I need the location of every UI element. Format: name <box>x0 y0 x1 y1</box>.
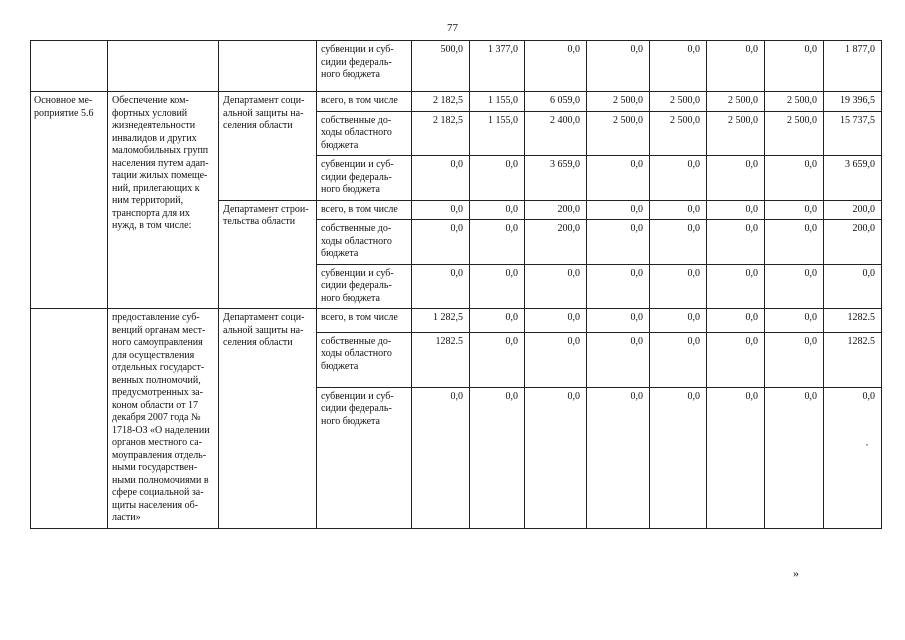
value-cell: 2 500,0 <box>650 92 707 112</box>
value-cell: 0,0 <box>412 200 470 220</box>
value-cell: 0,0 <box>707 332 765 387</box>
value-cell: 0,0 <box>412 264 470 309</box>
value-cell: 2 500,0 <box>707 111 765 156</box>
event-cell <box>31 41 108 92</box>
value-cell: 0,0 <box>765 264 824 309</box>
value-cell: 1 877,0 <box>824 41 882 92</box>
value-cell: 1 155,0 <box>470 111 525 156</box>
value-cell: 0,0 <box>824 387 882 528</box>
source-cell: собственные до-ходы областного бюджета <box>317 332 412 387</box>
value-cell: 0,0 <box>765 156 824 201</box>
value-cell: 0,0 <box>587 41 650 92</box>
value-cell: 1 377,0 <box>470 41 525 92</box>
value-cell: 0,0 <box>470 220 525 265</box>
value-cell: 0,0 <box>525 387 587 528</box>
value-cell: 0,0 <box>707 200 765 220</box>
value-cell: 0,0 <box>412 387 470 528</box>
value-cell: 0,0 <box>707 387 765 528</box>
event-cell: Основное ме-роприятие 5.6 <box>31 92 108 309</box>
value-cell: 0,0 <box>650 156 707 201</box>
source-cell: собственные до-ходы областного бюджета <box>317 111 412 156</box>
value-cell: 200,0 <box>525 220 587 265</box>
value-cell: 0,0 <box>650 264 707 309</box>
value-cell: 0,0 <box>765 309 824 333</box>
value-cell: 0,0 <box>765 332 824 387</box>
value-cell: 0,0 <box>470 264 525 309</box>
value-cell: 0,0 <box>650 387 707 528</box>
value-cell: 2 500,0 <box>765 111 824 156</box>
value-cell: 2 182,5 <box>412 92 470 112</box>
value-cell: 0,0 <box>470 156 525 201</box>
table-row <box>31 92 882 112</box>
table-row <box>31 41 882 92</box>
value-cell: 2 500,0 <box>707 92 765 112</box>
value-cell: 6 059,0 <box>525 92 587 112</box>
event-cell <box>31 309 108 529</box>
value-cell: 0,0 <box>707 309 765 333</box>
source-cell: всего, в том числе <box>317 92 412 112</box>
value-cell: 0,0 <box>587 264 650 309</box>
value-cell: 0,0 <box>707 41 765 92</box>
value-cell: 3 659,0 <box>824 156 882 201</box>
value-cell: 0,0 <box>824 264 882 309</box>
source-cell: субвенции и суб-сидии федераль-ного бюджета <box>317 156 412 201</box>
value-cell: 1282.5 <box>824 332 882 387</box>
value-cell: 200,0 <box>525 200 587 220</box>
source-cell: субвенции и суб-сидии федераль-ного бюджета <box>317 41 412 92</box>
page-number: 77 <box>447 22 458 34</box>
source-cell: субвенции и суб-сидии федераль-ного бюджета <box>317 264 412 309</box>
value-cell: 2 500,0 <box>650 111 707 156</box>
value-cell: 2 500,0 <box>587 111 650 156</box>
value-cell: 3 659,0 <box>525 156 587 201</box>
value-cell: 0,0 <box>587 387 650 528</box>
value-cell: 0,0 <box>765 220 824 265</box>
value-cell: 0,0 <box>650 220 707 265</box>
executor-cell: Департамент соци-альной защиты на-селения области <box>219 92 317 201</box>
value-cell: 0,0 <box>587 309 650 333</box>
value-cell: 0,0 <box>650 41 707 92</box>
value-cell: 200,0 <box>824 220 882 265</box>
value-cell: 0,0 <box>587 156 650 201</box>
value-cell: 2 500,0 <box>765 92 824 112</box>
value-cell: 0,0 <box>470 200 525 220</box>
value-cell: 0,0 <box>470 387 525 528</box>
executor-cell <box>219 41 317 92</box>
value-cell: 1 282,5 <box>412 309 470 333</box>
value-cell: 1282.5 <box>824 309 882 333</box>
value-cell: 0,0 <box>525 332 587 387</box>
value-cell: 0,0 <box>707 264 765 309</box>
value-cell: 0,0 <box>765 200 824 220</box>
stray-mark: , <box>866 438 868 447</box>
value-cell: 1 155,0 <box>470 92 525 112</box>
value-cell: 2 182,5 <box>412 111 470 156</box>
source-cell: всего, в том числе <box>317 309 412 333</box>
value-cell: 0,0 <box>765 387 824 528</box>
source-cell: собственные до-ходы областного бюджета <box>317 220 412 265</box>
value-cell: 0,0 <box>765 41 824 92</box>
value-cell: 0,0 <box>412 156 470 201</box>
description-cell: предоставление суб-венций органам мест-ного самоуправления для осуществления отдельных государст-венных полномочий, предусмотренных за-коном области от 17 декабря 2007 года № 1718-ОЗ «О наделении органов местного са-моуправления отдель-ными государствен-ными полномочиями в сфере социальной за-щиты населения об-ласти» <box>108 309 219 529</box>
value-cell: 0,0 <box>650 200 707 220</box>
source-cell: субвенции и суб-сидии федераль-ного бюджета <box>317 387 412 528</box>
value-cell: 0,0 <box>525 309 587 333</box>
value-cell: 1282.5 <box>412 332 470 387</box>
description-cell: Обеспечение ком-фортных условий жизнедеятельности инвалидов и других маломобильных групп населения путем адап-тации жилых помеще-ний, прилегающих к ним территорий, транспорта для их нужд, в том числе: <box>108 92 219 309</box>
value-cell: 0,0 <box>525 264 587 309</box>
value-cell: 500,0 <box>412 41 470 92</box>
value-cell: 0,0 <box>412 220 470 265</box>
value-cell: 0,0 <box>587 332 650 387</box>
source-cell: всего, в том числе <box>317 200 412 220</box>
value-cell: 0,0 <box>470 309 525 333</box>
value-cell: 2 500,0 <box>587 92 650 112</box>
table-row <box>31 309 882 333</box>
value-cell: 0,0 <box>587 200 650 220</box>
value-cell: 19 396,5 <box>824 92 882 112</box>
value-cell: 0,0 <box>707 156 765 201</box>
executor-cell: Департамент строи-тельства области <box>219 200 317 309</box>
executor-cell: Департамент соци-альной защиты на-селения области <box>219 309 317 529</box>
budget-table <box>30 40 882 529</box>
value-cell: 2 400,0 <box>525 111 587 156</box>
value-cell: 0,0 <box>525 41 587 92</box>
description-cell <box>108 41 219 92</box>
value-cell: 0,0 <box>470 332 525 387</box>
value-cell: 0,0 <box>587 220 650 265</box>
value-cell: 0,0 <box>707 220 765 265</box>
closing-quote: » <box>793 566 799 580</box>
value-cell: 200,0 <box>824 200 882 220</box>
value-cell: 0,0 <box>650 309 707 333</box>
value-cell: 0,0 <box>650 332 707 387</box>
value-cell: 15 737,5 <box>824 111 882 156</box>
